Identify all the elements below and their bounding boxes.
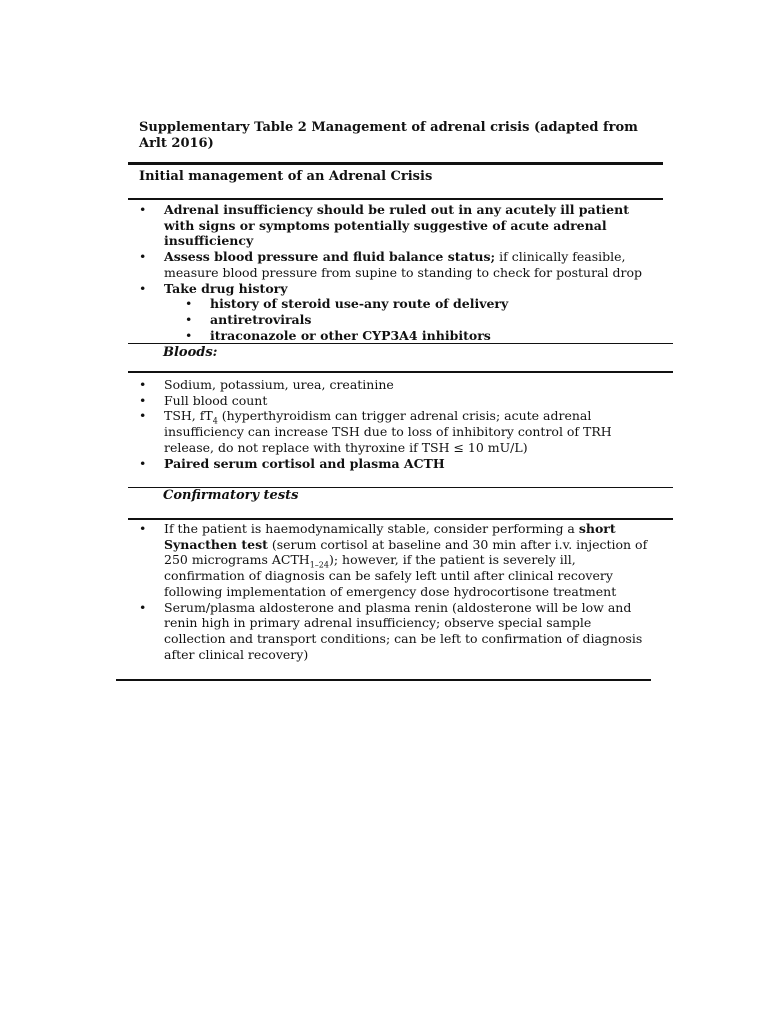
rule-bloods-top (128, 343, 673, 344)
list-item: • itraconazole or other CYP3A4 inhibitors (185, 328, 659, 344)
top-rule (128, 162, 663, 165)
list-item: • TSH, $fT_4$ (hyperthyroidism can trigger adrenal crisis; acute adrenal insufficiency can increase TSH due to loss of inhibitory control of TRH release, do not replace with thyroxine if TSH ≤ 10 mU/L) (139, 408, 659, 455)
list-item: • Full blood count (139, 393, 659, 409)
section-bloods-body (139, 377, 659, 471)
section-heading-confirmatory: Confirmatory tests (163, 488, 299, 503)
list-item: • Sodium, potassium, urea, creatinine (139, 377, 659, 393)
drug-history-sublist (139, 296, 659, 343)
section-initial-body (139, 202, 659, 343)
section-heading-initial: Initial management of an Adrenal Crisis (139, 169, 433, 184)
list-item: • Adrenal insufficiency should be ruled out in any acutely ill patient with signs or symptoms potentially suggestive of acute adrenal insufficiency (139, 202, 659, 249)
rule-bloods-bottom (128, 371, 673, 373)
bottom-rule (116, 679, 651, 681)
list-item: • Take drug history (139, 281, 659, 297)
list-item: • antiretrovirals (185, 312, 659, 328)
rule-initial (128, 198, 663, 200)
list-item: • Serum/plasma aldosterone and plasma renin (aldosterone will be low and renin high in primary adrenal insufficiency; observe special sample collection and transport conditions; can be left to confirmation of diagnosis after clinical recovery) (139, 600, 654, 663)
list-item: • Assess blood pressure and fluid balance status; if clinically feasible, measure blood pressure from supine to standing to check for postural drop (139, 249, 659, 280)
section-heading-bloods: Bloods: (163, 345, 218, 360)
section-confirmatory-body (139, 521, 654, 662)
list-item: • history of steroid use-any route of delivery (185, 296, 659, 312)
table-title: Supplementary Table 2 Management of adrenal crisis (adapted from Arlt 2016) (139, 120, 638, 151)
rule-confirm-bottom (128, 518, 673, 520)
list-item: • Paired serum cortisol and plasma ACTH (139, 456, 659, 472)
list-item: • If the patient is haemodynamically stable, consider performing a short Synacthen test (serum cortisol at baseline and 30 min after i.v. injection of 250 micrograms $ACTH_{1-24}$); however, if the patient is severely ill, confirmation of diagnosis can be safely left until after clinical recovery following implementation of emergency dose hydrocortisone treatment (139, 521, 654, 600)
